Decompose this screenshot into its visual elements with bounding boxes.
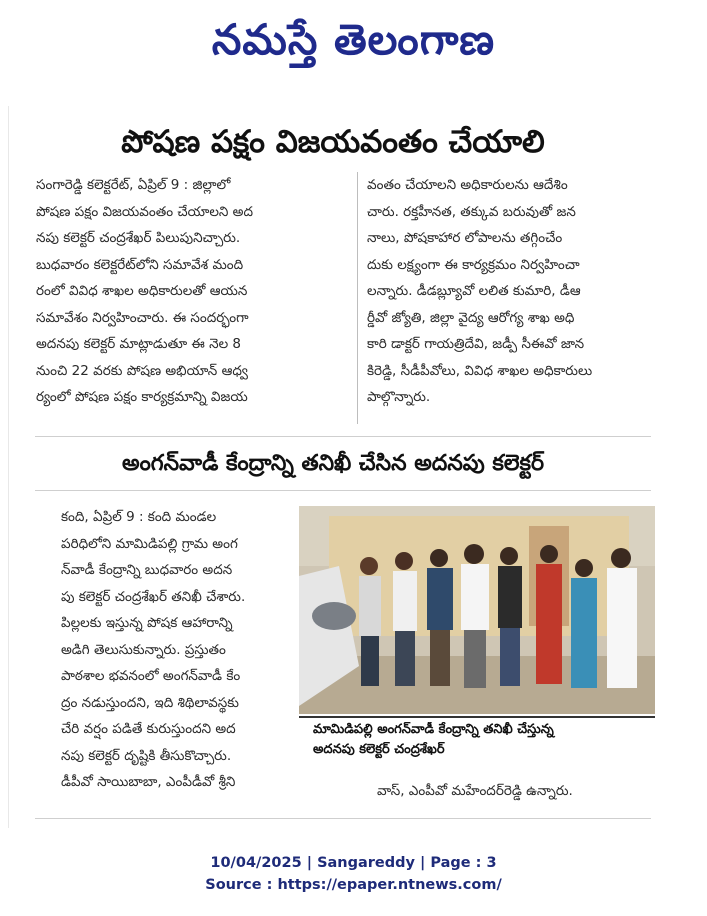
- body-line: పోషణ పక్షం విజయవంతం చేయాలని అద: [36, 203, 253, 220]
- body-line: ర్యంలో పోషణ పక్షం కార్యక్రమాన్ని విజయ: [36, 389, 248, 405]
- photo-illustration: [299, 506, 655, 714]
- body-line: నపు కలెక్టర్ దృష్టికి తీసుకొచ్చారు.: [61, 747, 232, 764]
- body-line: ద్రం నడుస్తుందని, ఇది శిథిలావస్థకు: [61, 694, 239, 711]
- source-url: Source : https://epaper.ntnews.com/: [205, 877, 502, 893]
- body-line: అదనపు కలెక్టర్ మాట్లాడుతూ ఈ నెల 8: [36, 336, 242, 352]
- body-line: పాల్గొన్నారు.: [367, 389, 431, 405]
- body-line: కంది, ఏప్రిల్ 9 : కంది మండల: [61, 509, 217, 525]
- page-footer: [0, 852, 707, 896]
- article-2-headline: అంగన్‌వాడీ కేంద్రాన్ని తనిఖీ చేసిన అదనపు కలెక్టర్: [122, 451, 544, 476]
- article-1-headline: పోషణ పక్షం విజయవంతం చేయాలి: [121, 124, 545, 160]
- body-line: రంలో వివిధ శాఖల అధికారులతో ఆయన: [36, 283, 248, 299]
- article-1-column-right: [367, 172, 655, 428]
- body-line: నాలు, పోషకాహార లోపాలను తగ్గించేం: [367, 230, 563, 246]
- article-2-continuation: వాస్, ఎంపీవో మహేందర్‌రెడ్డి ఉన్నారు.: [377, 783, 573, 799]
- section-divider: [35, 436, 651, 437]
- article-2-body: [61, 504, 309, 804]
- bottom-rule: [35, 818, 651, 819]
- body-line: అడిగి తెలుసుకున్నారు. ప్రస్తుతం: [61, 641, 226, 658]
- news-clipping: [8, 106, 657, 828]
- article-1-column-left: [36, 172, 350, 428]
- body-line: డీపీవో సాయిబాబా, ఎంపీడీవో శ్రీని: [61, 774, 236, 790]
- body-line: బుధవారం కలెక్టరేట్‌లోని సమావేశ మంది: [36, 256, 244, 273]
- body-line: సమావేశం నిర్వహించారు. ఈ సందర్భంగా: [36, 309, 249, 326]
- body-line: వంతం చేయాలని అధికారులను ఆదేశిం: [367, 177, 568, 193]
- caption-line: అదనపు కలెక్టర్ చంద్రశేఖర్: [313, 742, 445, 757]
- body-line: లన్నారు. డీడబ్ల్యూవో లలిత కుమారి, డీఆ: [367, 283, 581, 299]
- body-line: చేరి వర్షం పడితే కురుస్తుందని అద: [61, 721, 236, 737]
- body-line: పు కలెక్టర్ చంద్రశేఖర్ తనిఖీ చేశారు.: [61, 588, 246, 605]
- caption-line: మామిడిపల్లి అంగన్‌వాడీ కేంద్రాన్ని తనిఖీ చేస్తున్న: [313, 722, 554, 737]
- edition-info: 10/04/2025 | Sangareddy | Page : 3: [210, 855, 497, 871]
- photo-caption: [299, 716, 655, 764]
- body-line: నపు కలెక్టర్ చంద్రశేఖర్ పిలుపునిచ్చారు.: [36, 230, 241, 246]
- body-line: పరిధిలోని మామిడిపల్లి గ్రామ అంగ: [61, 535, 238, 552]
- section-divider: [35, 490, 651, 491]
- body-line: నుంచి 22 వరకు పోషణ అభియాన్ ఆధ్వ: [36, 362, 248, 379]
- body-line: పిల్లలకు ఇస్తున్న పోషక ఆహారాన్ని: [61, 615, 233, 631]
- body-line: న్‌వాడీ కేంద్రాన్ని బుధవారం అదన: [61, 562, 233, 578]
- body-line: కిరెడ్డి, సీడీపీవోలు, వివిధ శాఖల అధికారులు: [367, 362, 593, 379]
- column-divider: [357, 172, 358, 424]
- body-line: దుకు లక్ష్యంగా ఈ కార్యక్రమం నిర్వహించా: [367, 256, 580, 273]
- body-line: పాఠశాల భవనంలో అంగన్‌వాడీ కేం: [61, 668, 241, 684]
- body-line: చారు. రక్తహీనత, తక్కువ బరువుతో జన: [367, 203, 576, 220]
- news-photo: [299, 506, 655, 714]
- body-line: ర్డీవో జ్యోతి, జిల్లా వైద్య ఆరోగ్య శాఖ అధి: [367, 309, 575, 326]
- newspaper-masthead: నమస్తే తెలంగాణ: [211, 15, 496, 64]
- body-line: సంగారెడ్డి కలెక్టరేట్, ఏప్రిల్ 9 : జిల్లాలో: [36, 177, 231, 193]
- body-line: కారి డాక్టర్ గాయత్రిదేవి, జడ్పీ సీఈవో జాన: [367, 336, 585, 352]
